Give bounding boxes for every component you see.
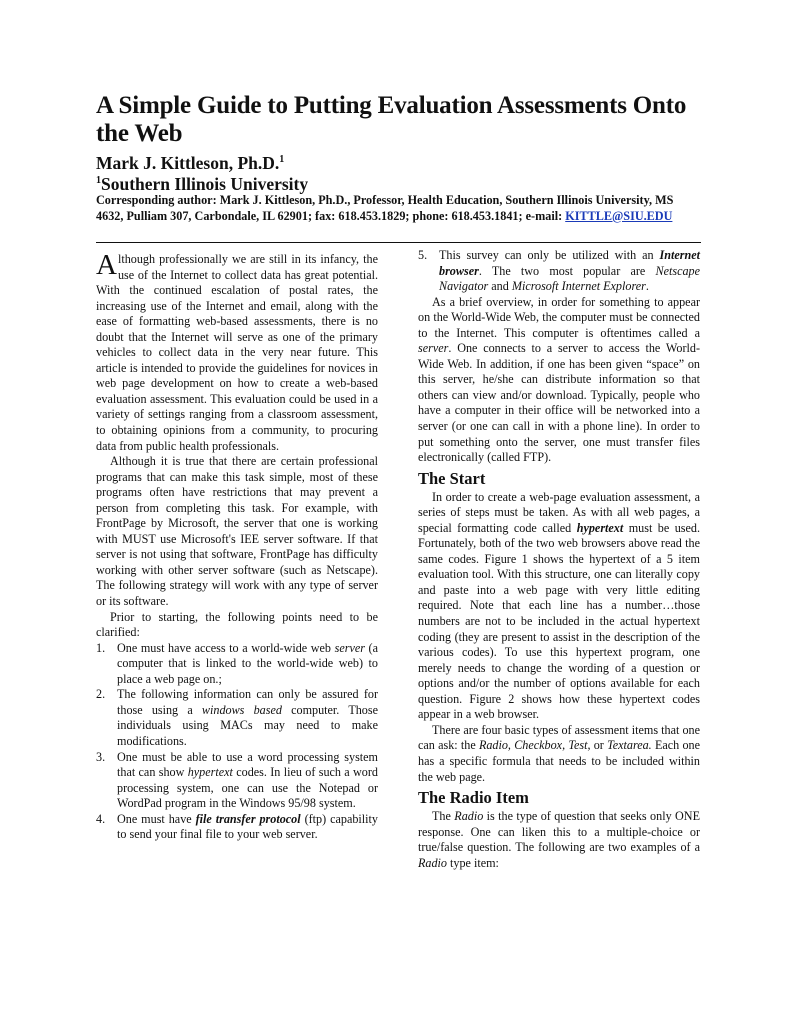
drop-cap: A [96, 249, 117, 281]
body-text: . One connects to a server to access the World-Wide Web. In addition, if one has been given “space” on this server, he/she can distribute information so that others can view and/or download. Typically, people who have a computer in their office will be networked into a server (or one can call in with a phone line). In order to put something onto the server, one must transfer files electronically (called FTP). [418, 341, 700, 465]
author-line [96, 150, 284, 173]
list-text: codes. In lieu of such a word processing system, one can use the Notepad or WordPad program in the Windows 95/98 system. [117, 765, 378, 811]
corresponding-author-block [96, 193, 701, 224]
overview-paragraph [418, 295, 700, 466]
prerequisite-list [96, 641, 378, 843]
list-text: . The two most popular are [478, 263, 656, 278]
body-emphasis: Radio [454, 809, 484, 824]
list-item [96, 812, 378, 843]
list-text: (ftp) capability to send your final file to your web server. [117, 811, 378, 842]
body-emphasis: Radio [418, 855, 447, 870]
section-heading-start: The Start [418, 468, 486, 488]
body-text: The [432, 809, 455, 824]
list-number: 3. [96, 749, 106, 764]
list-text: One must be able to use a word processing system that can show [117, 749, 378, 780]
intro-text: lthough professionally we are still in its infancy, the use of the Internet to collect data has great potential. With the continued escalation of postal rates, the increasing use of the Internet and email, along with the ease of formatting web-based assessments, there is no doubt that the Internet will serve as one of the primary vehicles to collect data in the very near future. This article is intended to provide the guidelines for novices in web page development on how to create a web-based evaluation assessment. This evaluation could be used in a variety of settings ranging from a classroom assessment, to obtaining opinions from a community, to procuring data from public health professionals. [96, 252, 378, 453]
author-name: Mark J. Kittleson, Ph.D. [96, 152, 280, 173]
list-text: One must have [117, 811, 196, 826]
list-emphasis: windows based [201, 702, 282, 717]
section-heading-radio: The Radio Item [418, 788, 529, 808]
corresponding-author-text: Corresponding author: Mark J. Kittleson, Ph.D., Professor, Health Education, Southern Illinois University, MS 4632, Pulliam 307, Carbondale, IL 62901; fax: 618.453.1829; phone: 618.453.1841; e-mail: [96, 193, 674, 223]
radio-paragraph [418, 809, 700, 871]
author-superscript: 1 [279, 154, 285, 165]
left-column [96, 248, 378, 843]
body-text: or [590, 738, 608, 753]
list-number: 5. [418, 248, 428, 262]
list-emphasis: Internet browser [439, 248, 700, 278]
list-item [96, 750, 378, 812]
start-paragraph [418, 490, 700, 723]
body-text: type item: [447, 855, 499, 870]
list-emphasis: file transfer protocol [195, 811, 301, 826]
list-text: (a computer that is linked to the world-wide web) to place a web page on.; [117, 640, 378, 686]
article-title: A Simple Guide to Putting Evaluation Assessments Onto the Web [96, 92, 687, 147]
email-link[interactable]: KITTLE@SIU.EDU [565, 208, 673, 223]
intro-paragraph [96, 248, 378, 454]
list-item [418, 248, 700, 295]
body-text: There are four basic types of assessment items that one can ask: the [418, 722, 700, 753]
list-text: This survey can only be utilized with an [439, 248, 660, 262]
body-text: Each one has a specific formula that needs to be included within the web page. [418, 738, 700, 784]
list-emphasis: hypertext [187, 765, 233, 780]
body-text: must be used. Fortunately, both of the two web browsers above read the same codes. Figure 1 shows the hypertext of a 5 item evaluation tool. With this structure, one can literally copy and paste into a web page with very little editing required. Note that each line has a number…those numbers are not to be included in the actual hypertext coding (they are present to assist in the description of the various codes). To use this hypertext program, one merely needs to change the wording of a question or options and/or the number of options available for each question. Figure 2 shows how these hypertext codes appear in a web browser. [418, 520, 701, 722]
affiliation-name: Southern Illinois University [101, 173, 309, 194]
list-text: . [645, 279, 649, 294]
list-text: computer. Those individuals using MACs may need to make modifications. [117, 702, 378, 748]
affiliation-line [96, 171, 308, 194]
list-number: 2. [96, 687, 106, 702]
right-column [418, 248, 700, 871]
body-emphasis: server [418, 341, 449, 356]
list-emphasis: server [334, 640, 365, 655]
item-types-paragraph [418, 723, 700, 785]
body-emphasis: Radio, Checkbox, Test, [478, 738, 591, 753]
body-text: is the type of question that seeks only ONE response. One can liken this to a multiple-choice or true/false question. The following are two examples of a [418, 809, 700, 855]
list-item [96, 641, 378, 688]
list-number: 1. [96, 640, 106, 655]
header-divider [96, 242, 701, 243]
list-number: 4. [96, 811, 106, 826]
list-item [96, 687, 378, 749]
list-text: One must have access to a world-wide web [117, 640, 335, 655]
list-text: The following information can only be assured for those using a [117, 687, 378, 717]
body-emphasis: Textarea. [607, 738, 652, 753]
list-emphasis: Microsoft Internet Explorer [511, 279, 646, 294]
body-text: In order to create a web-page evaluation assessment, a series of steps must be taken. As with all web pages, a special formatting code called [418, 489, 700, 535]
body-emphasis: hypertext [576, 520, 624, 535]
affiliation-superscript: 1 [96, 175, 101, 186]
list-text: and [488, 279, 512, 294]
body-text: As a brief overview, in order for something to appear on the World-Wide Web, the computer must be connected to the Internet. This computer is oftentimes called a [418, 294, 700, 340]
list-emphasis: Netscape Navigator [439, 263, 700, 294]
paragraph-frontpage: Although it is true that there are certain professional programs that can make this task simple, most of these programs often have restrictions that may prevent a person from completing this task. For example, with FrontPage by Microsoft, the server that one is working with MUST use Microsoft's IEE server software. If that server is not using that software, FrontPage has difficulty working with other server software (such as Netscape). The following strategy will work with any type of server or its software. [96, 454, 378, 609]
paragraph-prior: Prior to starting, the following points need to be clarified: [96, 609, 378, 640]
